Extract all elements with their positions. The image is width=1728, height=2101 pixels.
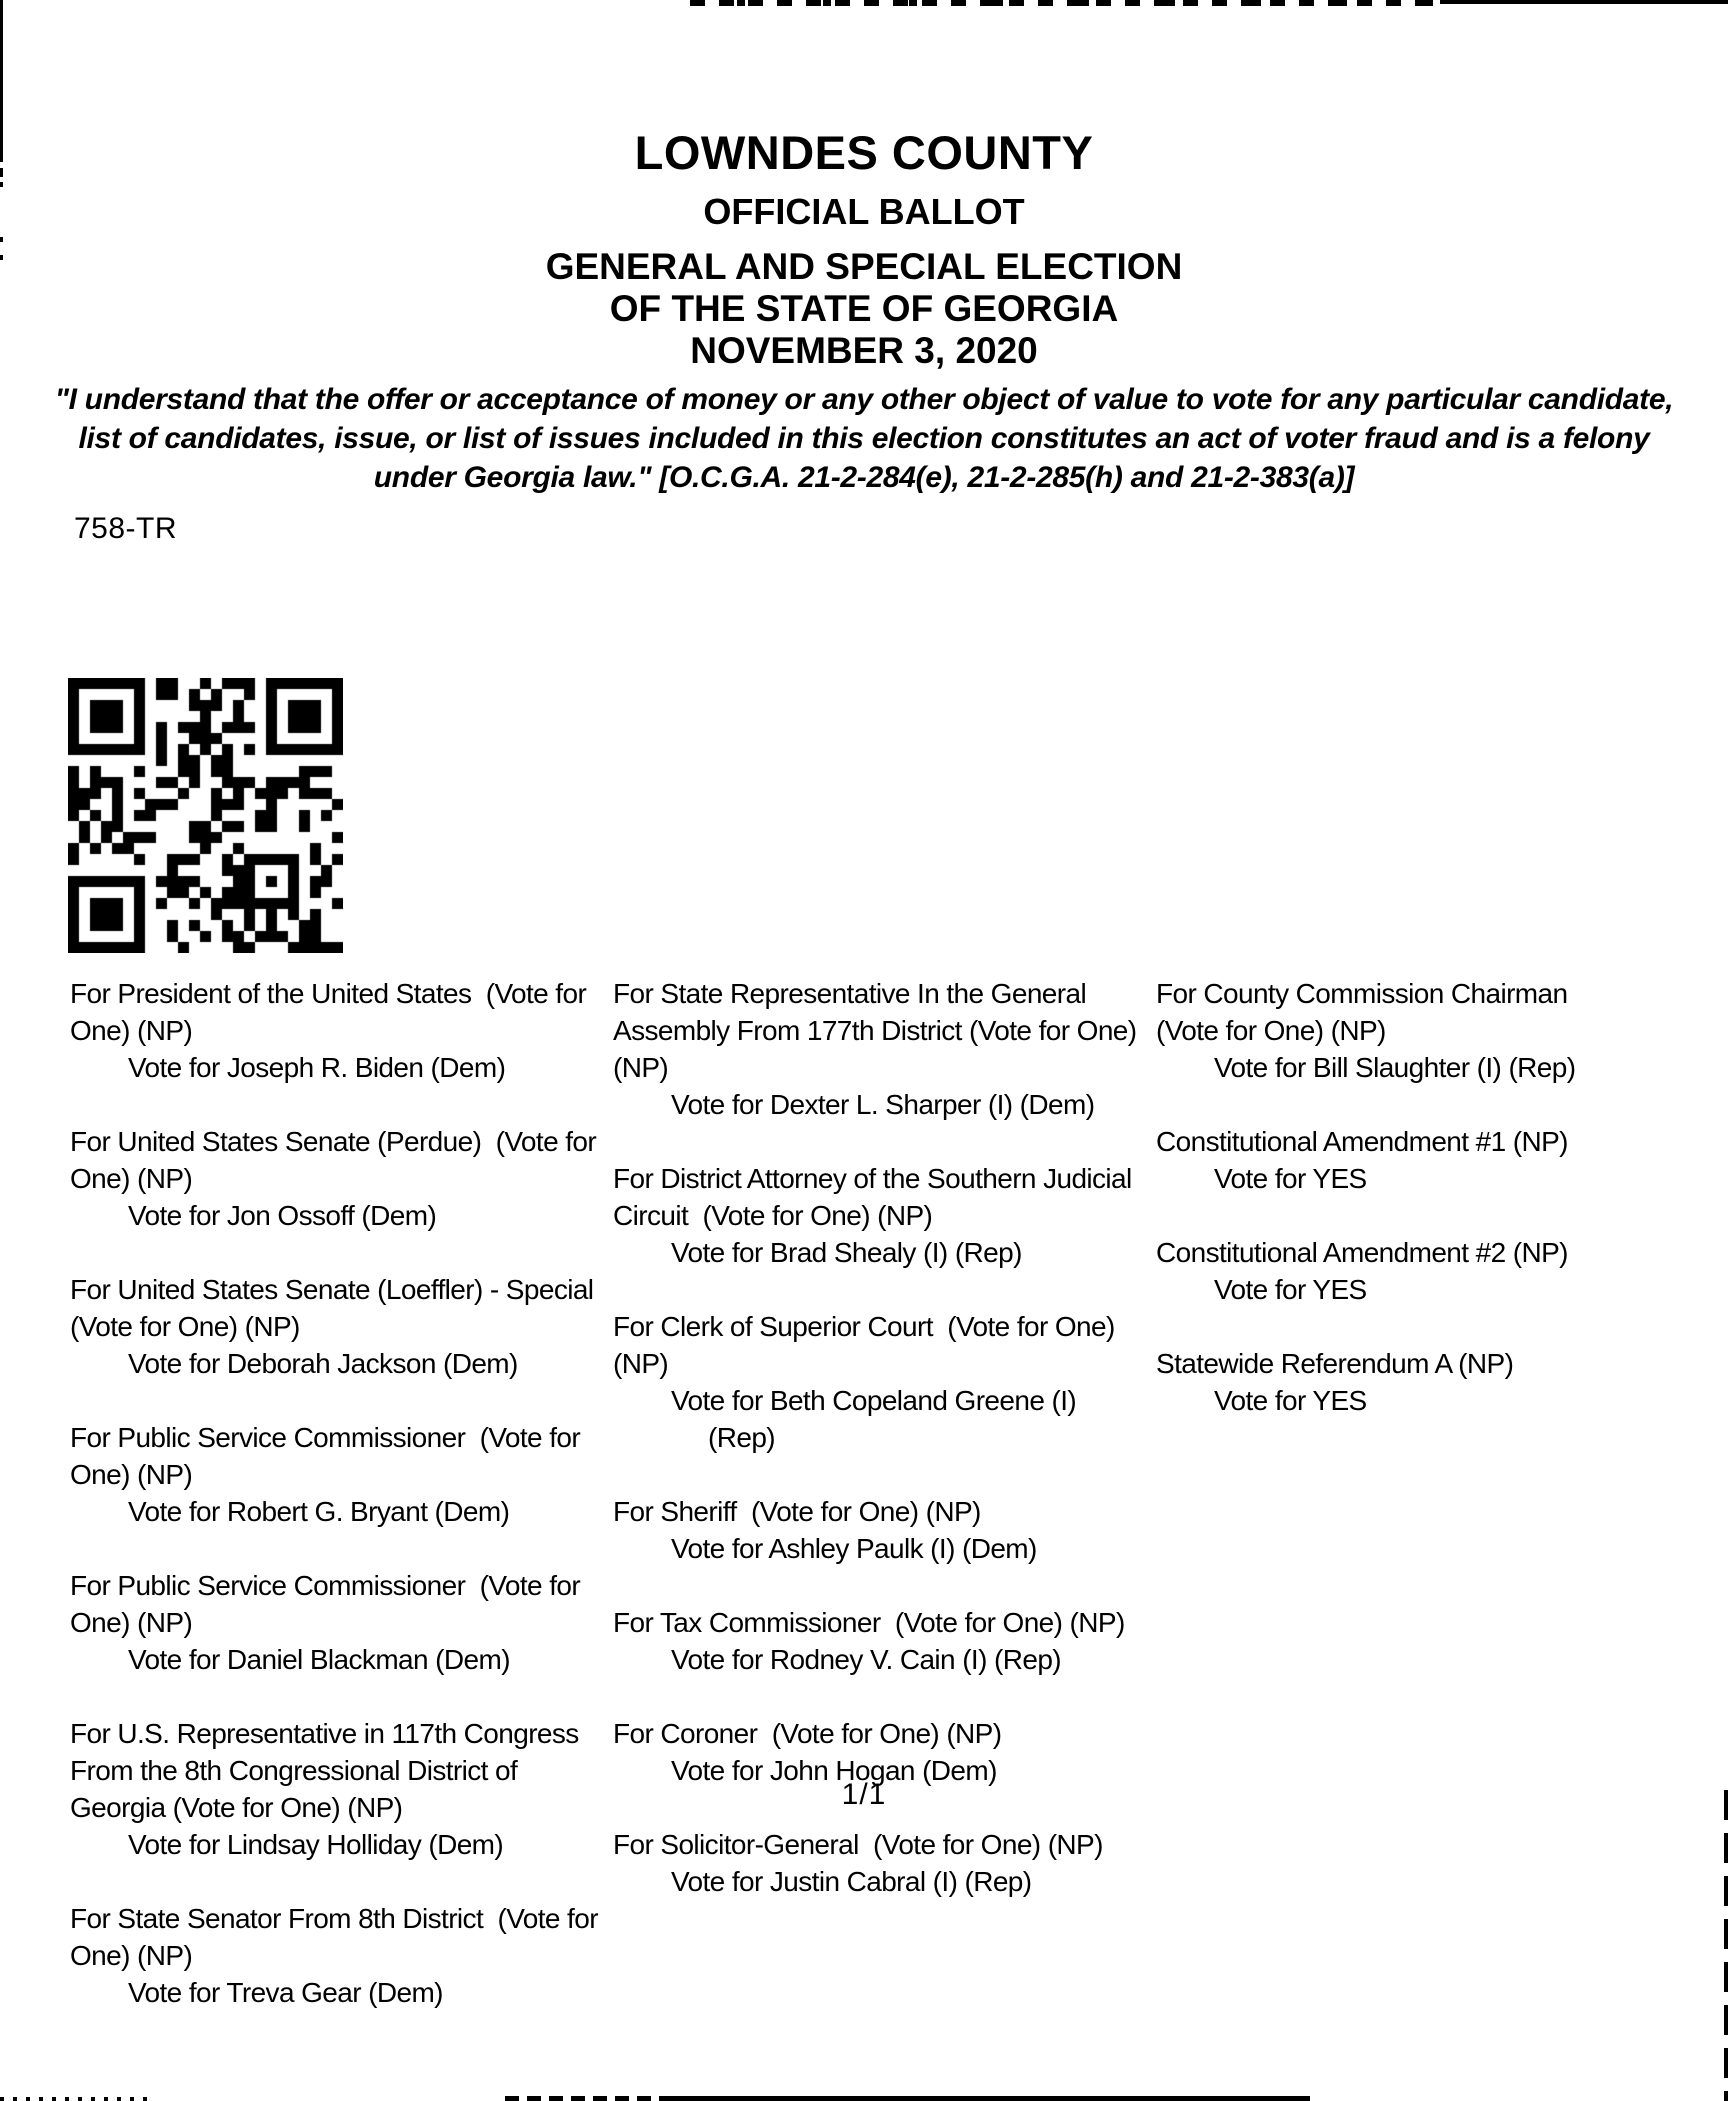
contest-column-1: [70, 975, 608, 2048]
ballot-title: OFFICIAL BALLOT: [703, 191, 1025, 232]
scan-artifact-right-dashes: [1724, 1790, 1728, 2101]
contest: [1156, 975, 1642, 1086]
voter-fraud-disclaimer: "I understand that the offer or acceptance of money or any other object of value to vote for any particular candidate, list of candidates, issue, or list of issues included in this election constitutes an act of voter fraud and is a felony under Georgia law." [O.C.G.A. 21-2-284(e), 21-2-285(h) and 21-2-383(a)]: [54, 383, 1674, 494]
vote-line: Vote for YES: [1214, 1385, 1367, 1416]
vote-line: Vote for Justin Cabral (I) (Rep): [671, 1866, 1032, 1897]
vote-line: Vote for Dexter L. Sharper (I) (Dem): [671, 1089, 1095, 1120]
contest-title: For Public Service Commissioner (Vote for One) (NP): [70, 1570, 588, 1638]
vote-line: Vote for Brad Shealy (I) (Rep): [671, 1237, 1022, 1268]
vote-line: Vote for Treva Gear (Dem): [128, 1977, 443, 2008]
contest: [1156, 1234, 1642, 1308]
contest-title: For United States Senate (Perdue) (Vote for One) (NP): [70, 1126, 604, 1194]
scan-artifact-bottom-dots: [0, 2097, 150, 2101]
vote-line: Vote for John Hogan (Dem): [671, 1755, 997, 1786]
vote-line: Vote for Lindsay Holliday (Dem): [128, 1829, 504, 1860]
contest: [613, 1308, 1143, 1456]
contest-title: Statewide Referendum A (NP): [1156, 1348, 1514, 1379]
vote-line: Vote for Jon Ossoff (Dem): [128, 1200, 437, 1231]
election-name-line: GENERAL AND SPECIAL ELECTION: [545, 246, 1183, 287]
contest: [70, 1271, 608, 1382]
ballot-header: [0, 128, 1728, 372]
page-indicator: 1/1: [841, 1778, 887, 1811]
contest-title: For Tax Commissioner (Vote for One) (NP): [613, 1607, 1125, 1638]
vote-line: Vote for YES: [1214, 1274, 1367, 1305]
contest: [613, 1493, 1143, 1567]
contest-title: For Coroner (Vote for One) (NP): [613, 1718, 1002, 1749]
qr-code: [68, 678, 343, 953]
vote-line: Vote for Robert G. Bryant (Dem): [128, 1496, 510, 1527]
election-name-line: OF THE STATE OF GEORGIA: [609, 288, 1119, 329]
contest: [70, 1900, 606, 2011]
contest-title: For State Representative In the General Assembly From 177th District (Vote for One) (NP): [613, 978, 1144, 1083]
contest-columns: [70, 975, 1642, 2048]
contest-title: Constitutional Amendment #1 (NP): [1156, 1126, 1568, 1157]
election-date: NOVEMBER 3, 2020: [690, 330, 1038, 371]
contest-title: For United States Senate (Loeffler) - Special (Vote for One) (NP): [70, 1274, 608, 1342]
vote-line: Vote for Rodney V. Cain (I) (Rep): [671, 1644, 1062, 1675]
contest-title: For Solicitor-General (Vote for One) (NP): [613, 1829, 1103, 1860]
county-name: LOWNDES COUNTY: [634, 126, 1094, 179]
scan-artifact-bottom-dashes: [505, 2096, 667, 2101]
contest: [613, 1160, 1143, 1271]
ballot-style-code: 758-TR: [74, 512, 178, 545]
contest: [613, 975, 1143, 1123]
contest-title: For President of the United States (Vote for One) (NP): [70, 978, 594, 1046]
scan-artifact-top-line: [1440, 0, 1728, 4]
vote-line: Vote for YES: [1214, 1163, 1367, 1194]
vote-line: Vote for Joseph R. Biden (Dem): [128, 1052, 506, 1083]
contest-column-3: [1156, 975, 1642, 1456]
vote-line: Vote for Bill Slaughter (I) (Rep): [1214, 1052, 1576, 1083]
contest: [613, 1604, 1143, 1678]
vote-line: Vote for Beth Copeland Greene (I) (Rep): [671, 1385, 1084, 1453]
contest: [70, 1123, 604, 1234]
contest-title: For Sheriff (Vote for One) (NP): [613, 1496, 981, 1527]
contest: [1156, 1345, 1642, 1419]
vote-line: Vote for Ashley Paulk (I) (Dem): [671, 1533, 1037, 1564]
contest-title: Constitutional Amendment #2 (NP): [1156, 1237, 1568, 1268]
contest-title: For Public Service Commissioner (Vote for One) (NP): [70, 1422, 588, 1490]
contest-title: For U.S. Representative in 117th Congress From the 8th Congressional District of Georgia (Vote for One) (NP): [70, 1718, 586, 1823]
contest-title: For District Attorney of the Southern Judicial Circuit (Vote for One) (NP): [613, 1163, 1139, 1231]
contest: [70, 1419, 600, 1530]
vote-line: Vote for Daniel Blackman (Dem): [128, 1644, 510, 1675]
scan-artifact-bottom-line: [667, 2096, 1310, 2101]
contest: [70, 1567, 600, 1678]
contest: [613, 1826, 1143, 1900]
ballot-footer: [0, 1778, 1728, 1812]
contest-title: For County Commission Chairman (Vote for One) (NP): [1156, 978, 1582, 1046]
contest-title: For State Senator From 8th District (Vote for One) (NP): [70, 1903, 606, 1971]
scan-artifact-top-dashes: [690, 0, 1440, 6]
contest: [70, 975, 600, 1086]
contest-title: For Clerk of Superior Court (Vote for One) (NP): [613, 1311, 1122, 1379]
vote-line: Vote for Deborah Jackson (Dem): [128, 1348, 518, 1379]
contest: [1156, 1123, 1642, 1197]
